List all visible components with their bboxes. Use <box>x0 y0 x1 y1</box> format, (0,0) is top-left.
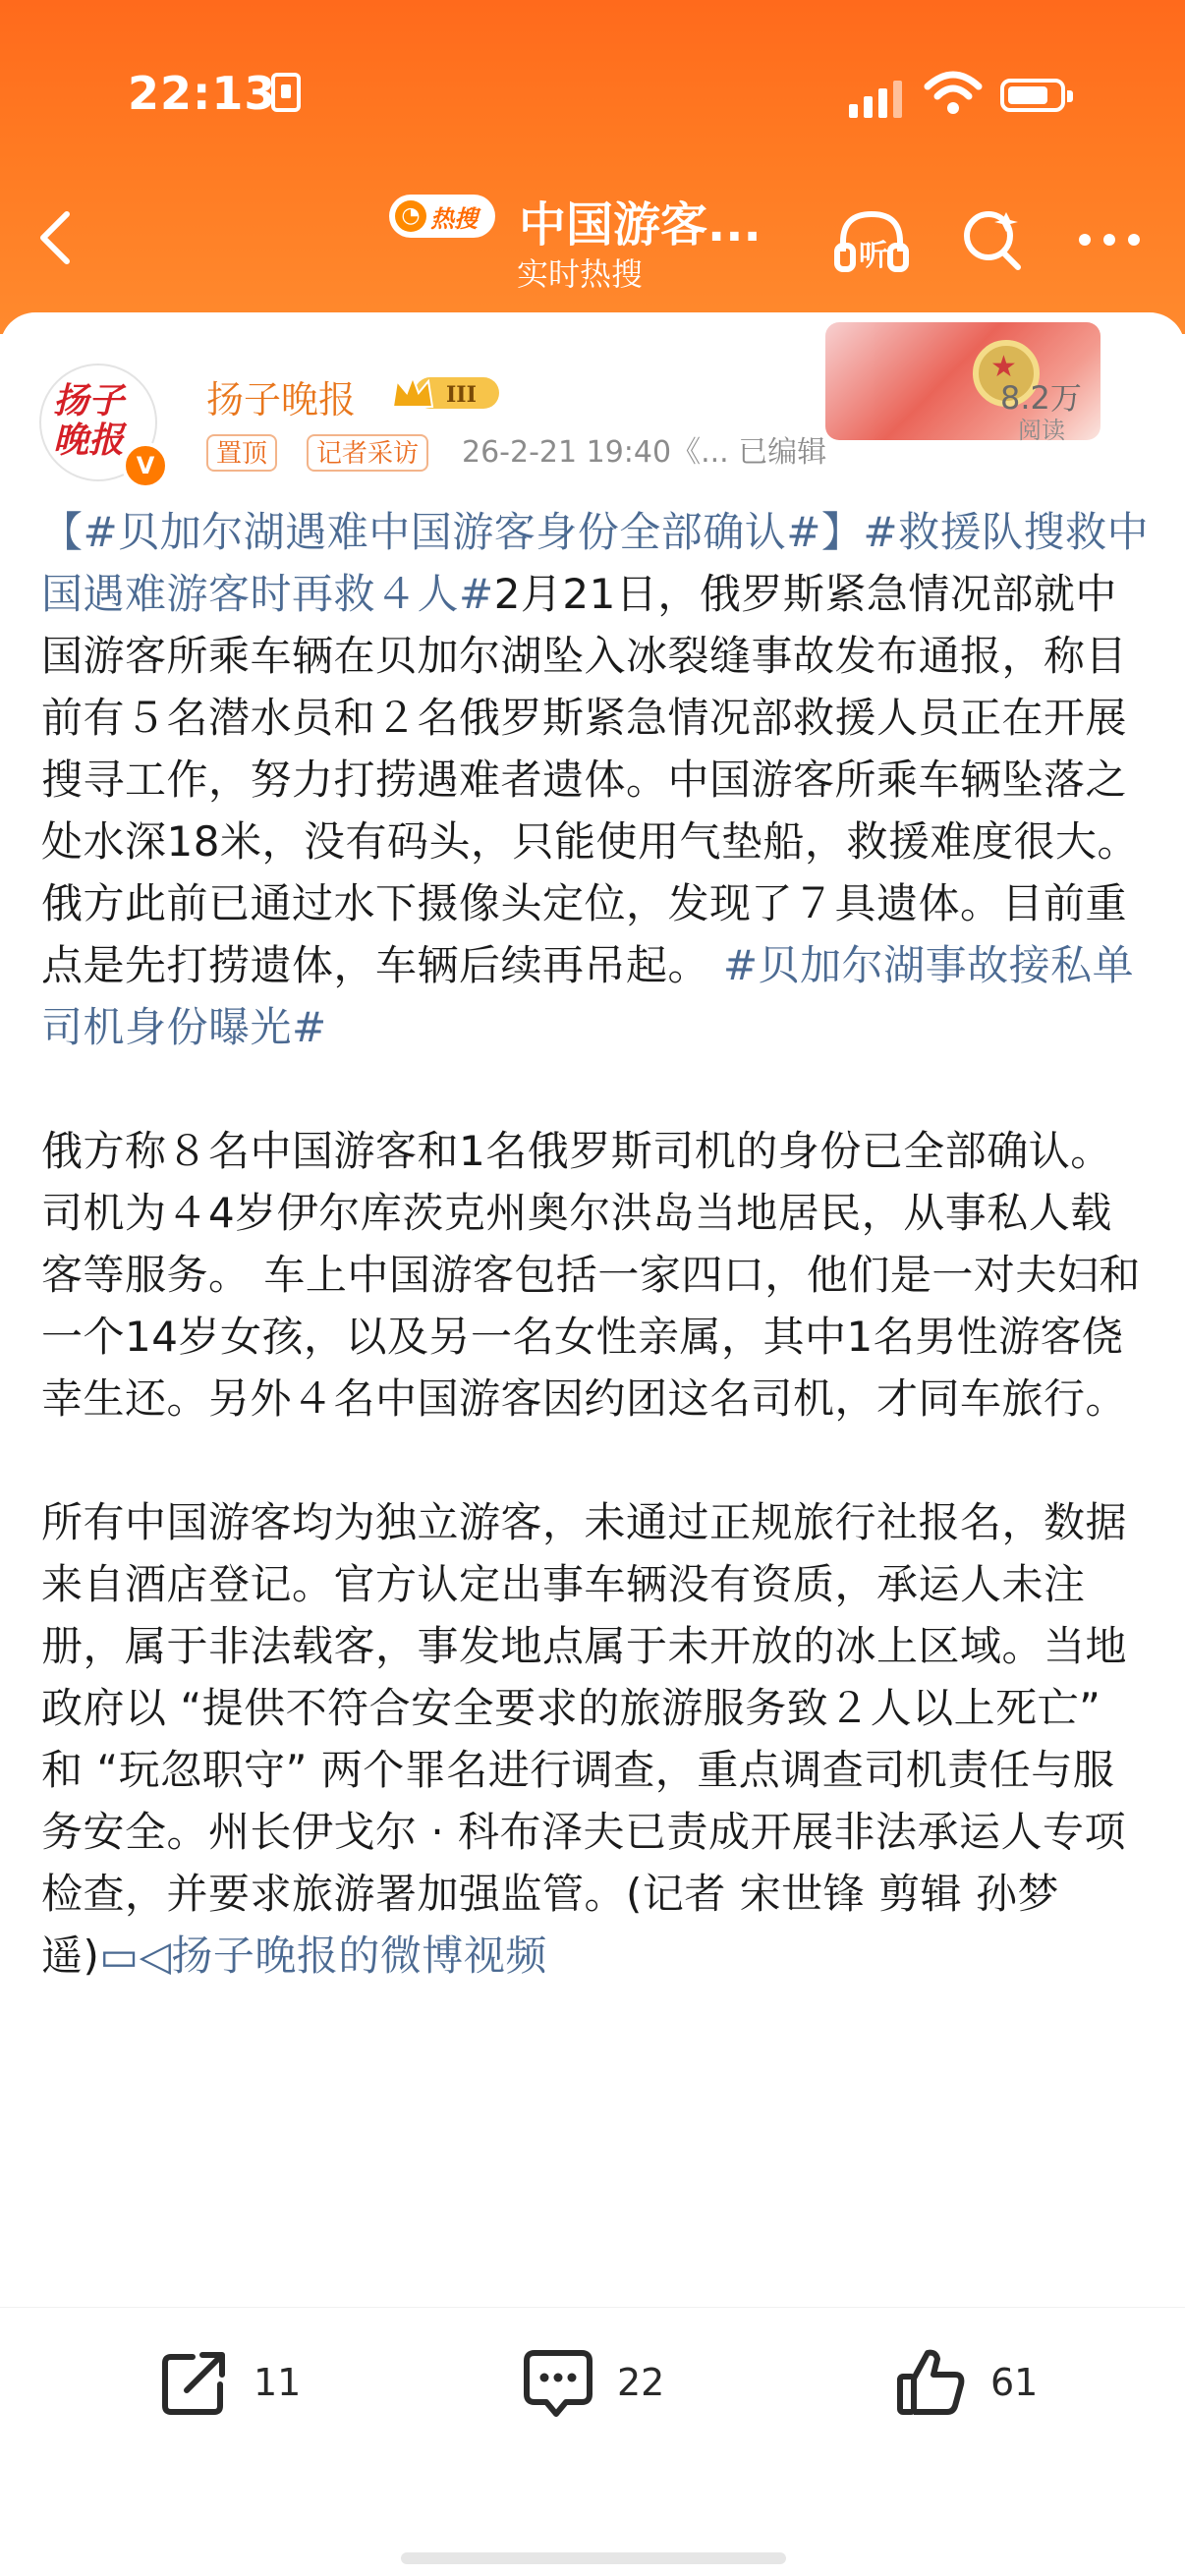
post-paragraph: 俄方称８名中国游客和1名俄罗斯司机的身份已全部确认。司机为４4岁伊尔库茨克州奥尔洪岛当地居民，从事私人载客等服务。 车上中国游客包括一家四口，他们是一对夫妇和一个14岁女孩，以及另一名女性亲属，其中1名男性游客侥幸生还。另外４名中国游客因约团这名司机，才同车旅行。 <box>41 1127 1141 1423</box>
comment-button[interactable] <box>521 2343 664 2422</box>
reporter-interview-tag: 记者采访 <box>307 434 428 472</box>
repost-button[interactable] <box>157 2343 301 2422</box>
member-crown-badge-icon[interactable] <box>389 371 505 415</box>
thumbs-up-icon <box>894 2345 969 2420</box>
repost-count: 11 <box>254 2361 302 2404</box>
video-link-icon: ▭◁ <box>99 1932 172 1980</box>
page-subtitle: 实时热搜 <box>517 255 644 293</box>
view-count: 8.2万 <box>1000 379 1082 417</box>
repost-icon <box>157 2345 232 2420</box>
view-count-label: 阅读 <box>1018 417 1065 444</box>
like-count: 61 <box>990 2361 1039 2404</box>
comment-count: 22 <box>617 2361 665 2404</box>
page-title: 中国游客... <box>519 197 762 252</box>
video-link[interactable] <box>99 1932 547 1980</box>
hashtag-link[interactable]: #贝加尔湖事故接私单司机身份曝光# <box>41 941 1135 1051</box>
battery-icon <box>1000 79 1065 112</box>
author-name[interactable]: 扬子晚报 <box>206 378 357 421</box>
post-card <box>0 312 1185 2576</box>
action-bar <box>0 2307 1185 2455</box>
nav-bar <box>0 167 1185 314</box>
post-paragraph <box>41 501 1152 1058</box>
paragraph-text: 所有中国游客均为独立游客，未通过正规旅行社报名，数据来自酒店登记。官方认定出事车辆没有资质，承运人未注册，属于非法载客，事发地点属于未开放的冰上区域。当地政府以 “提供不符合安全要求的旅游服务致２人以上死亡” 和 “玩忽职守” 两个罪名进行调查，重点调查司机责任与服务安全。州长伊戈尔 · 科布泽夫已责成开展非法承运人专项检查，并要求旅游署加强监管。(记者 宋世锋 剪辑 孙梦遥) <box>41 1498 1128 1980</box>
post-paragraph <box>41 1491 1152 1987</box>
cellular-signal-icon <box>849 79 902 118</box>
post-meta: 26-2-21 19:40《... 已编辑 <box>462 435 827 470</box>
post-body <box>41 501 1152 2305</box>
search-icon[interactable] <box>959 204 1024 273</box>
hashtag-link[interactable]: 【#贝加尔湖遇难中国游客身份全部确认#】 <box>41 508 864 556</box>
verified-badge-icon: V <box>122 442 169 489</box>
hot-badge-label: 热搜 <box>430 204 478 233</box>
wifi-icon <box>924 69 983 118</box>
svg-text:III: III <box>446 382 477 408</box>
status-time: 22:13 <box>128 67 277 120</box>
svg-text:听: 听 <box>859 239 888 273</box>
hashtag-link[interactable]: #救援队搜救中国遇难游客时再救４人# <box>41 508 1150 618</box>
pinned-tag: 置顶 <box>206 434 277 472</box>
avatar-logo-text: 扬子晚报 <box>53 380 125 461</box>
paragraph-text: 2月21日，俄罗斯紧急情况部就中国游客所乘车辆在贝加尔湖坠入冰裂缝事故发布通报，称目前有５名潜水员和２名俄罗斯紧急情况部救援人员正在开展搜寻工作，努力打捞遇难者遗体。中国游客所乘车辆坠落之处水深18米，没有码头，只能使用气垫船，救援难度很大。俄方此前已通过水下摄像头定位，发现了７具遗体。目前重点是先打捞遗体，车辆后续再吊起。 <box>41 570 1139 989</box>
flame-icon: ◔ <box>395 200 426 232</box>
home-indicator[interactable] <box>401 2552 786 2564</box>
like-button[interactable] <box>894 2343 1038 2422</box>
comment-icon <box>521 2345 595 2420</box>
hot-search-badge <box>389 195 495 238</box>
back-arrow-icon[interactable] <box>35 208 75 267</box>
listen-headphones-icon[interactable] <box>833 206 910 275</box>
sim-card-icon <box>271 73 301 112</box>
more-options-icon[interactable] <box>1075 230 1144 250</box>
video-link-label: 扬子晚报的微博视频 <box>171 1932 547 1980</box>
